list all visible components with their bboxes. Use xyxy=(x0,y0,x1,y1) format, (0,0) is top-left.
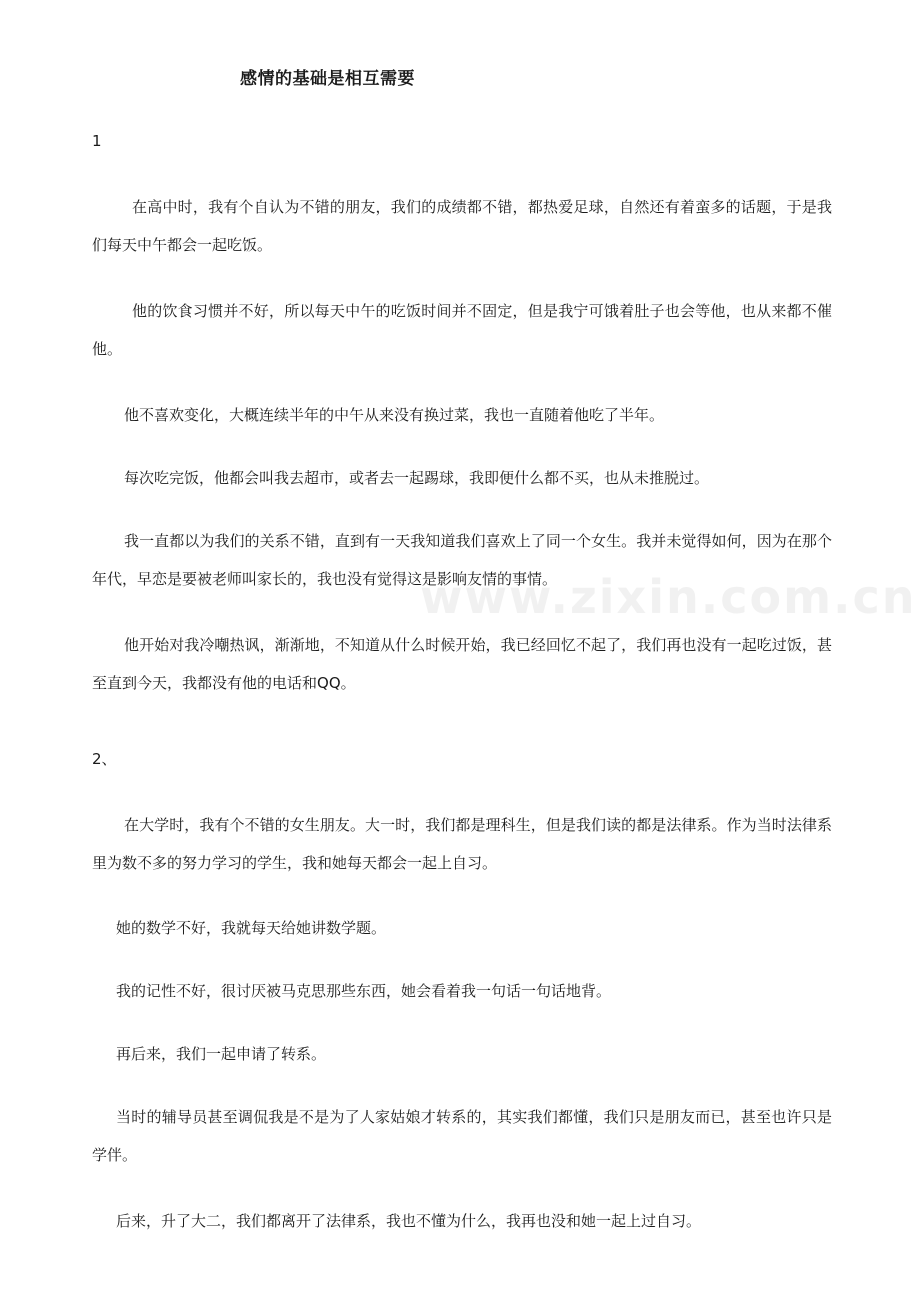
paragraph-9: 我的记性不好，很讨厌被马克思那些东西，她会看着我一句话一句话地背。 xyxy=(116,982,612,1000)
paragraph-10: 再后来，我们一起申请了转系。 xyxy=(116,1045,327,1063)
watermark-text: www.zixin.com.cn xyxy=(420,570,917,624)
section-number-2: 2、 xyxy=(92,750,117,768)
paragraph-6-end: 。 xyxy=(340,674,356,692)
paragraph-6-text: 他开始对我冷嘲热讽，渐渐地，不知道从什么时候开始，我已经回忆不起了，我们再也没有一起吃过饭，甚至直到今天，我都没有他的电话和 xyxy=(92,636,832,692)
paragraph-2: 他的饮食习惯并不好，所以每天中午的吃饭时间并不固定，但是我宁可饿着肚子也会等他，也从来都不催他。 xyxy=(92,302,832,358)
paragraph-12: 后来，升了大二，我们都离开了法律系，我也不懂为什么，我再也没和她一起上过自习。 xyxy=(116,1212,702,1230)
section-number-1: 1 xyxy=(92,132,102,150)
document-title: 感情的基础是相互需要 xyxy=(240,69,415,89)
qq-text: QQ xyxy=(317,674,341,692)
paragraph-6 xyxy=(92,626,832,702)
paragraph-1: 在高中时，我有个自认为不错的朋友，我们的成绩都不错，都热爱足球，自然还有着蛮多的话题，于是我们每天中午都会一起吃饭。 xyxy=(92,198,832,254)
paragraph-5: 我一直都以为我们的关系不错，直到有一天我知道我们喜欢上了同一个女生。我并未觉得如何，因为在那个年代，早恋是要被老师叫家长的，我也没有觉得这是影响友情的事情。 xyxy=(92,532,832,588)
paragraph-7: 在大学时，我有个不错的女生朋友。大一时，我们都是理科生，但是我们读的都是法律系。作为当时法律系里为数不多的努力学习的学生，我和她每天都会一起上自习。 xyxy=(92,816,832,872)
paragraph-11: 当时的辅导员甚至调侃我是不是为了人家姑娘才转系的，其实我们都懂，我们只是朋友而已，甚至也许只是学伴。 xyxy=(92,1108,832,1164)
paragraph-4: 每次吃完饭，他都会叫我去超市，或者去一起踢球，我即便什么都不买，也从未推脱过。 xyxy=(124,469,710,487)
paragraph-3: 他不喜欢变化，大概连续半年的中午从来没有换过菜，我也一直随着他吃了半年。 xyxy=(124,406,665,424)
paragraph-8: 她的数学不好，我就每天给她讲数学题。 xyxy=(116,919,387,937)
